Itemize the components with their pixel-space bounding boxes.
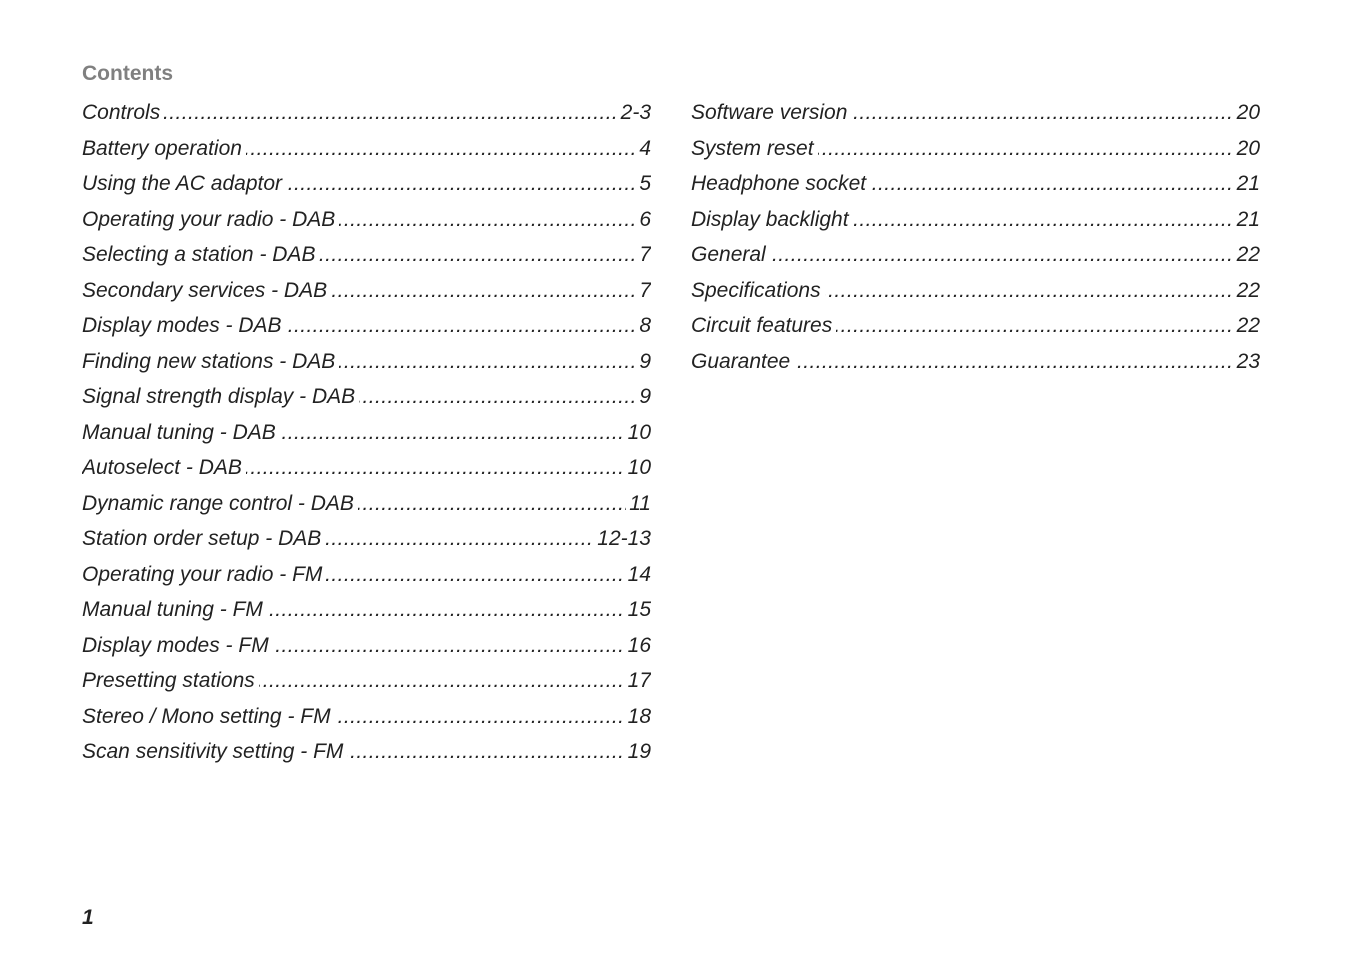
toc-entry-page: 9	[636, 379, 651, 415]
toc-right-column	[691, 95, 1260, 379]
toc-entry-label: Display backlight	[691, 208, 853, 231]
toc-entry-page: 4	[636, 131, 651, 167]
toc-entry[interactable]	[82, 521, 651, 557]
toc-entry[interactable]	[82, 663, 651, 699]
toc-entry-page: 8	[636, 308, 651, 344]
toc-entry[interactable]	[82, 166, 651, 202]
toc-entry-page: 21	[1234, 202, 1260, 238]
toc-entry-label: Display modes - DAB	[82, 314, 286, 337]
toc-entry-label: Headphone socket	[691, 172, 870, 195]
toc-entry-page: 20	[1234, 131, 1260, 167]
toc-entry-label: Secondary services - DAB	[82, 279, 331, 302]
toc-entry-page: 22	[1234, 308, 1260, 344]
toc-entry[interactable]	[82, 415, 651, 451]
toc-entry-page: 22	[1234, 273, 1260, 309]
toc-entry-label: Manual tuning - FM	[82, 598, 267, 621]
toc-entry-label: Operating your radio - DAB	[82, 208, 339, 231]
toc-entry-label: Manual tuning - DAB	[82, 421, 280, 444]
toc-entry-label: Dynamic range control - DAB	[82, 492, 358, 515]
toc-entry[interactable]	[691, 166, 1260, 202]
toc-entry-page: 14	[625, 557, 651, 593]
toc-left-column	[82, 95, 651, 770]
toc-entry[interactable]	[82, 628, 651, 664]
page-number: 1	[82, 906, 94, 929]
toc-entry-page: 5	[636, 166, 651, 202]
toc-entry-page: 11	[626, 486, 651, 522]
toc-entry[interactable]	[82, 592, 651, 628]
toc-entry[interactable]	[82, 486, 651, 522]
toc-entry[interactable]	[691, 95, 1260, 131]
toc-entry-page: 7	[636, 237, 651, 273]
toc-entry-page: 17	[625, 663, 651, 699]
toc-entry-label: Scan sensitivity setting - FM	[82, 740, 347, 763]
toc-entry-label: Using the AC adaptor	[82, 172, 286, 195]
toc-entry-page: 15	[625, 592, 651, 628]
contents-title: Contents	[82, 62, 173, 85]
toc-entry-page: 7	[636, 273, 651, 309]
toc-entry-page: 16	[625, 628, 651, 664]
toc-entry[interactable]	[82, 131, 651, 167]
toc-entry[interactable]	[691, 131, 1260, 167]
toc-entry-page: 22	[1234, 237, 1260, 273]
toc-entry-page: 12-13	[594, 521, 651, 557]
toc-entry-page: 21	[1234, 166, 1260, 202]
toc-entry-label: Software version	[691, 101, 851, 124]
toc-entry-label: Signal strength display - DAB	[82, 385, 359, 408]
toc-entry[interactable]	[691, 344, 1260, 380]
toc-entry-page: 18	[625, 699, 651, 735]
toc-entry-page: 6	[636, 202, 651, 238]
toc-entry-page: 10	[625, 450, 651, 486]
toc-entry-label: Circuit features	[691, 314, 836, 337]
toc-entry[interactable]	[82, 308, 651, 344]
toc-entry[interactable]	[82, 237, 651, 273]
toc-entry[interactable]	[691, 273, 1260, 309]
toc-entry[interactable]	[82, 450, 651, 486]
toc-entry-label: Stereo / Mono setting - FM	[82, 705, 335, 728]
toc-entry[interactable]	[82, 95, 651, 131]
toc-entry-label: System reset	[691, 137, 818, 160]
toc-entry-page: 9	[636, 344, 651, 380]
toc-entry-label: Selecting a station - DAB	[82, 243, 319, 266]
toc-entry-page: 10	[625, 415, 651, 451]
toc-entry-label: Operating your radio - FM	[82, 563, 326, 586]
toc-entry[interactable]	[82, 273, 651, 309]
toc-entry-label: Station order setup - DAB	[82, 527, 325, 550]
toc-entry[interactable]	[82, 379, 651, 415]
toc-entry[interactable]	[82, 699, 651, 735]
toc-entry-label: Finding new stations - DAB	[82, 350, 339, 373]
toc-entry-label: Battery operation	[82, 137, 246, 160]
toc-entry[interactable]	[82, 202, 651, 238]
toc-entry-label: Display modes - FM	[82, 634, 273, 657]
toc-entry[interactable]	[82, 557, 651, 593]
toc-entry-page: 23	[1234, 344, 1260, 380]
toc-entry-label: General	[691, 243, 770, 266]
toc-entry-label: Presetting stations	[82, 669, 259, 692]
toc-entry-page: 2-3	[618, 95, 651, 131]
toc-entry[interactable]	[82, 734, 651, 770]
toc-entry-label: Guarantee	[691, 350, 794, 373]
toc-entry[interactable]	[691, 308, 1260, 344]
toc-entry-label: Specifications	[691, 279, 825, 302]
toc-entry[interactable]	[691, 202, 1260, 238]
toc-entry-label: Autoselect - DAB	[82, 456, 246, 479]
toc-entry-label: Controls	[82, 101, 164, 124]
toc-entry-page: 20	[1234, 95, 1260, 131]
toc-entry[interactable]	[691, 237, 1260, 273]
toc-entry-page: 19	[625, 734, 651, 770]
toc-entry[interactable]	[82, 344, 651, 380]
